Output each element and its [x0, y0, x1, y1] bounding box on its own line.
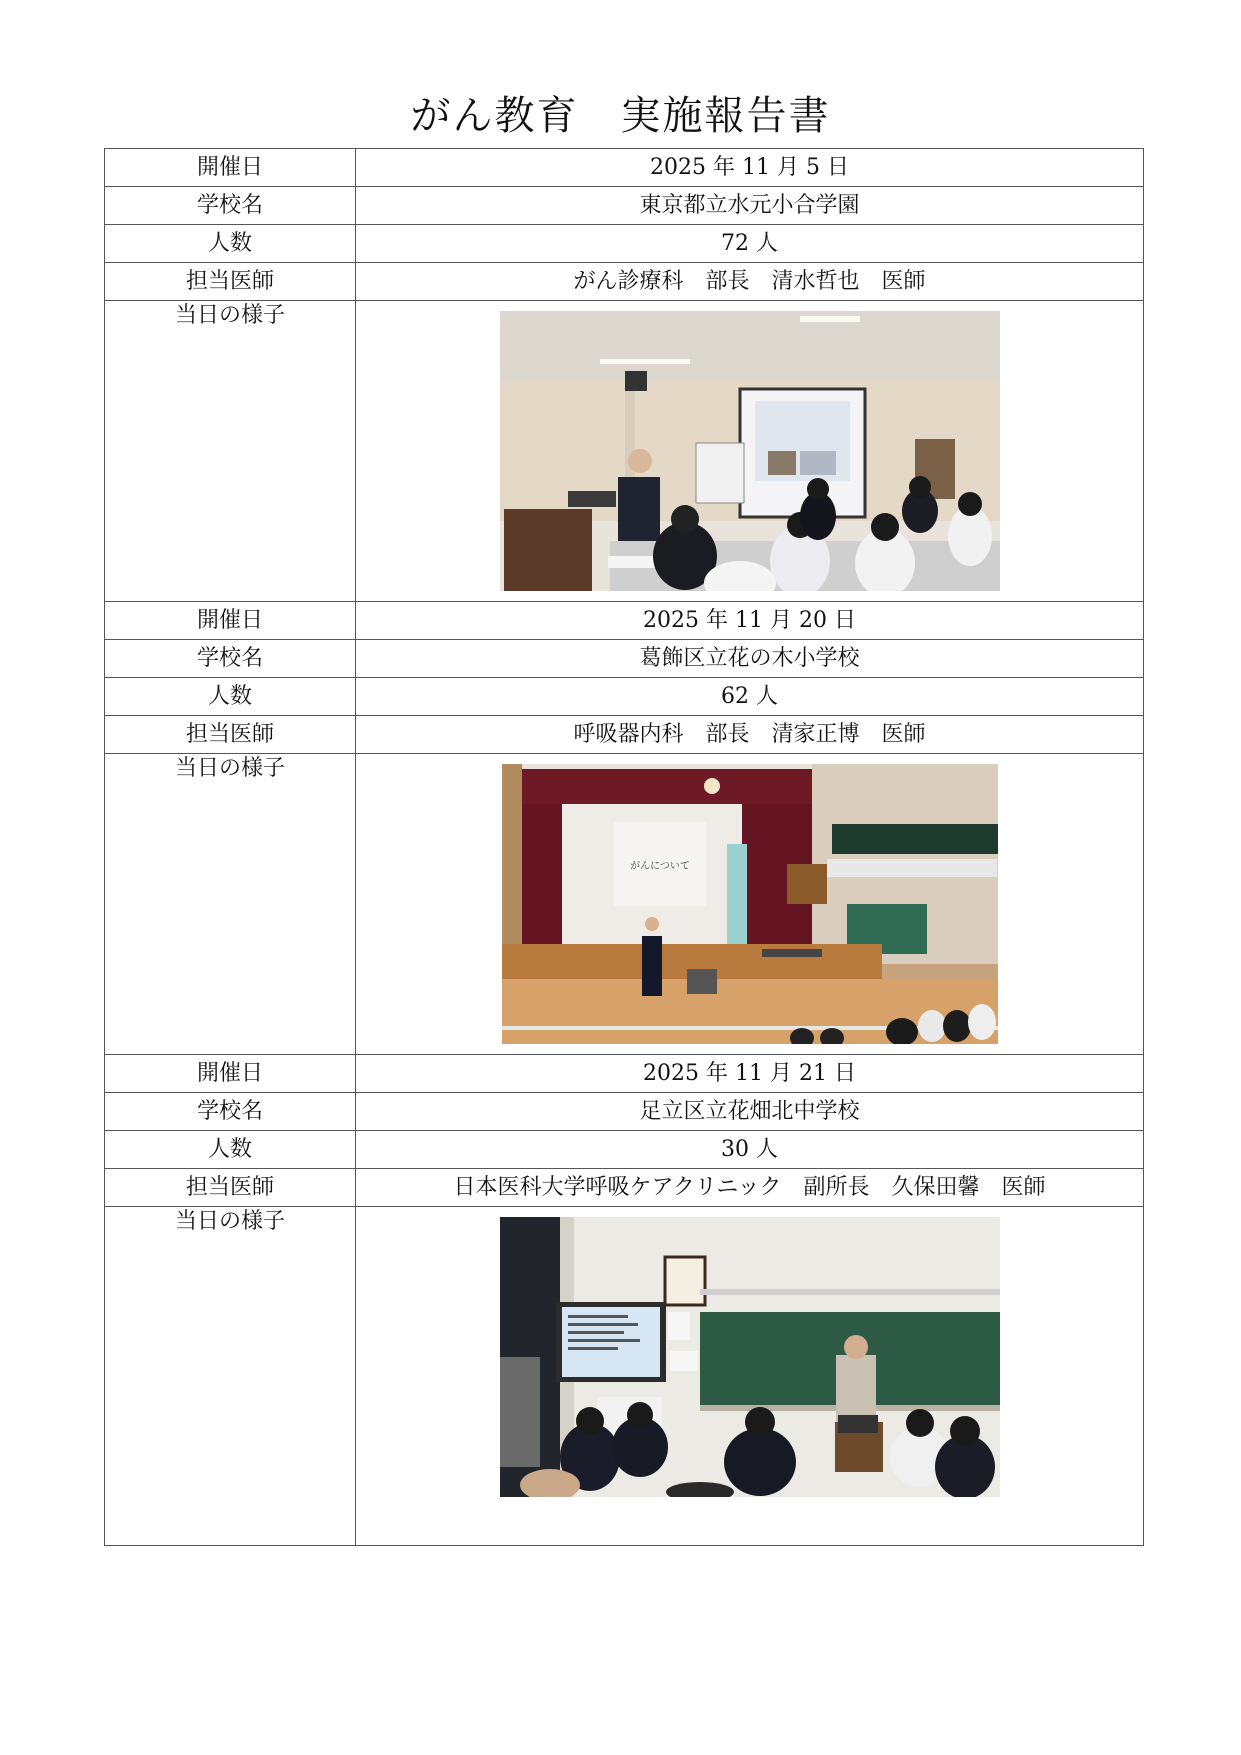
- session-2-photo: [502, 764, 998, 1044]
- label-count: 人数: [105, 678, 356, 716]
- session-2-count: 62 人: [356, 678, 1144, 716]
- label-doctor: 担当医師: [105, 716, 356, 754]
- session-1-scene-row: [105, 301, 1144, 602]
- label-scene: 当日の様子: [105, 301, 356, 602]
- session-3-school-row: [105, 1093, 1144, 1131]
- session-2-doctor-row: [105, 716, 1144, 754]
- label-date: 開催日: [105, 602, 356, 640]
- label-doctor: 担当医師: [105, 1169, 356, 1207]
- session-3-date-row: [105, 1055, 1144, 1093]
- label-school: 学校名: [105, 187, 356, 225]
- session-3-doctor: 日本医科大学呼吸ケアクリニック 副所長 久保田馨 医師: [356, 1169, 1144, 1207]
- report-table: [104, 148, 1144, 1546]
- gymnasium-stage-photo: [502, 764, 998, 1044]
- session-1-school-row: [105, 187, 1144, 225]
- session-2-photo-cell: [356, 754, 1144, 1055]
- session-2-school-row: [105, 640, 1144, 678]
- session-1-doctor: がん診療科 部長 清水哲也 医師: [356, 263, 1144, 301]
- session-2-date: 2025 年 11 月 20 日: [356, 602, 1144, 640]
- label-date: 開催日: [105, 149, 356, 187]
- session-1-doctor-row: [105, 263, 1144, 301]
- session-2-school: 葛飾区立花の木小学校: [356, 640, 1144, 678]
- session-1-photo: [500, 311, 1000, 591]
- session-1-photo-cell: [356, 301, 1144, 602]
- session-3-date: 2025 年 11 月 21 日: [356, 1055, 1144, 1093]
- label-doctor: 担当医師: [105, 263, 356, 301]
- label-count: 人数: [105, 1131, 356, 1169]
- session-1-date: 2025 年 11 月 5 日: [356, 149, 1144, 187]
- session-2-doctor: 呼吸器内科 部長 清家正博 医師: [356, 716, 1144, 754]
- session-2-count-row: [105, 678, 1144, 716]
- session-1-count: 72 人: [356, 225, 1144, 263]
- session-1-school: 東京都立水元小合学園: [356, 187, 1144, 225]
- session-1-count-row: [105, 225, 1144, 263]
- label-scene: 当日の様子: [105, 754, 356, 1055]
- label-school: 学校名: [105, 1093, 356, 1131]
- session-1-date-row: [105, 149, 1144, 187]
- session-2-scene-row: [105, 754, 1144, 1055]
- label-school: 学校名: [105, 640, 356, 678]
- session-3-school: 足立区立花畑北中学校: [356, 1093, 1144, 1131]
- label-count: 人数: [105, 225, 356, 263]
- label-scene: 当日の様子: [105, 1207, 356, 1546]
- session-3-count-row: [105, 1131, 1144, 1169]
- session-3-scene-row: [105, 1207, 1144, 1546]
- session-3-photo: [500, 1217, 1000, 1497]
- page-title: がん教育 実施報告書: [410, 93, 831, 139]
- session-3-photo-cell: [356, 1207, 1144, 1546]
- session-3-count: 30 人: [356, 1131, 1144, 1169]
- session-2-date-row: [105, 602, 1144, 640]
- classroom-blackboard-photo: [500, 1217, 1000, 1497]
- classroom-lecture-photo: [500, 311, 1000, 591]
- slide-title: がんについて: [629, 861, 690, 872]
- session-3-doctor-row: [105, 1169, 1144, 1207]
- label-date: 開催日: [105, 1055, 356, 1093]
